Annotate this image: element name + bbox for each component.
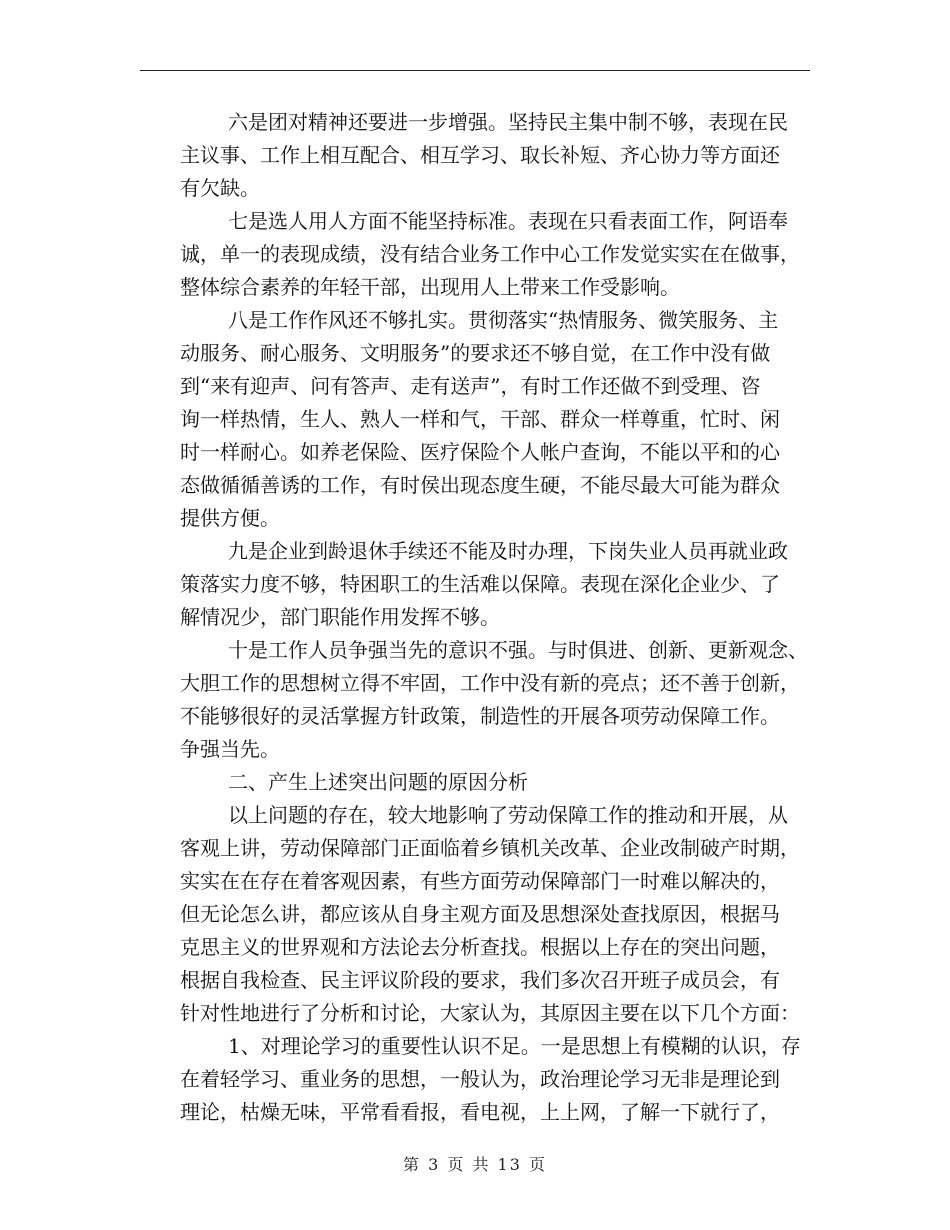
paragraph-eight — [140, 304, 810, 535]
paragraph-six — [140, 106, 810, 205]
text-line: 有欠缺。 — [180, 176, 260, 200]
text-line: 策落实力度不够，特困职工的生活难以保障。表现在深化企业少、了 — [180, 572, 780, 596]
text-line: 八是工作作风还不够扎实。贯彻落实“热情服务、微笑服务、主 — [228, 308, 779, 332]
text-line: 九是企业到龄退休手续还不能及时办理，下岗失业人员再就业政 — [228, 539, 788, 563]
document-body — [140, 106, 810, 1129]
text-line: 根据自我检查、民主评议阶段的要求，我们多次召开班子成员会，有 — [180, 968, 780, 992]
paragraph-seven — [140, 205, 810, 304]
text-line: 十是工作人员争强当先的意识不强。与时俱进、创新、更新观念、 — [228, 638, 808, 662]
text-line: 客观上讲，劳动保障部门正面临着乡镇机关改革、企业改制破产时期， — [180, 836, 800, 860]
text-line: 实实在在存在着客观因素，有些方面劳动保障部门一时难以解决的， — [180, 869, 780, 893]
paragraph-cause-analysis — [140, 799, 810, 1030]
text-line: 1、对理论学习的重要性认识不足。一是思想上有模糊的认识，存 — [228, 1034, 801, 1058]
text-line: 不能够很好的灵活掌握方针政策，制造性的开展各项劳动保障工作。 — [180, 704, 780, 728]
section-heading — [140, 766, 810, 799]
section-heading-text: 二、产生上述突出问题的原因分析 — [228, 770, 528, 794]
text-line: 以上问题的存在，较大地影响了劳动保障工作的推动和开展，从 — [228, 803, 788, 827]
text-line: 大胆工作的思想树立得不牢固，工作中没有新的亮点；还不善于创新， — [180, 671, 800, 695]
text-line: 到“来有迎声、问有答声、走有送声”，有时工作还做不到受理、咨 — [180, 374, 761, 398]
text-line: 态做循循善诱的工作，有时侯出现态度生硬，不能尽最大可能为群众 — [180, 473, 780, 497]
text-line: 针对性地进行了分析和讨论，大家认为，其原因主要在以下几个方面： — [180, 1001, 800, 1025]
paragraph-nine — [140, 535, 810, 634]
text-line: 提供方便。 — [180, 506, 280, 530]
text-line: 动服务、耐心服务、文明服务”的要求还不够自觉，在工作中没有做 — [180, 341, 771, 365]
text-line: 理论，枯燥无味，平常看看报，看电视，上上网，了解一下就行了， — [180, 1100, 780, 1124]
text-line: 解情况少，部门职能作用发挥不够。 — [180, 605, 500, 629]
text-line: 但无论怎么讲，都应该从自身主观方面及思想深处查找原因，根据马 — [180, 902, 780, 926]
text-line: 争强当先。 — [180, 737, 280, 761]
text-line: 询一样热情，生人、熟人一样和气，干部、群众一样尊重，忙时、闲 — [180, 407, 780, 431]
text-line: 克思主义的世界观和方法论去分析查找。根据以上存在的突出问题， — [180, 935, 780, 959]
text-line: 诚，单一的表现成绩，没有结合业务工作中心工作发觉实实在在做事， — [180, 242, 800, 266]
text-line: 六是团对精神还要进一步增强。坚持民主集中制不够，表现在民 — [228, 110, 788, 134]
paragraph-ten — [140, 634, 810, 766]
page-number-footer: 第 3 页 共 13 页 — [403, 1155, 547, 1174]
text-line: 时一样耐心。如养老保险、医疗保险个人帐户查询，不能以平和的心 — [180, 440, 780, 464]
paragraph-theory-study — [140, 1030, 810, 1129]
header-rule — [140, 70, 810, 71]
text-line: 整体综合素养的年轻干部，出现用人上带来工作受影响。 — [180, 275, 680, 299]
text-line: 在着轻学习、重业务的思想，一般认为，政治理论学习无非是理论到 — [180, 1067, 780, 1091]
text-line: 主议事、工作上相互配合、相互学习、取长补短、齐心协力等方面还 — [180, 143, 780, 167]
text-line: 七是选人用人方面不能坚持标准。表现在只看表面工作，阿语奉 — [228, 209, 788, 233]
